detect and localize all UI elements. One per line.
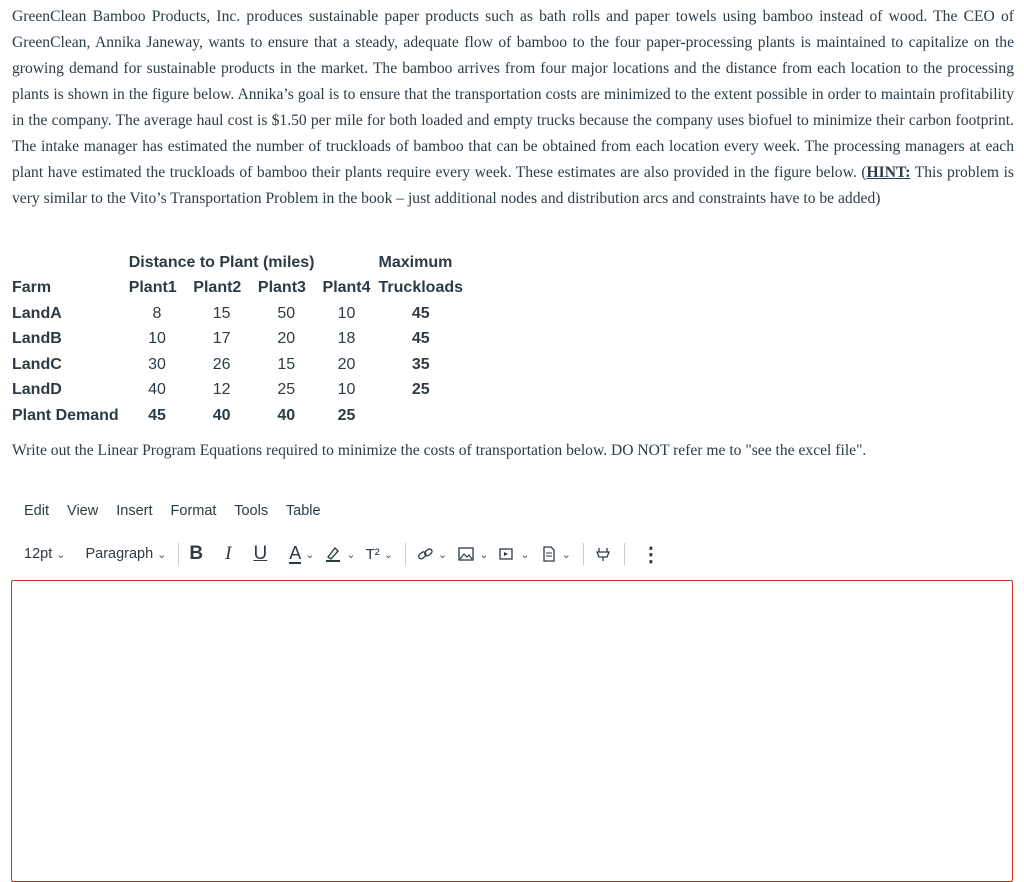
distance-cell: 20	[337, 355, 356, 373]
chevron-down-icon: ⌄	[520, 548, 530, 561]
image-button[interactable]	[457, 545, 488, 563]
table-row	[8, 327, 467, 353]
demand-label: Plant Demand	[12, 406, 119, 424]
chevron-down-icon: ⌄	[346, 548, 356, 561]
distance-cell: 10	[337, 381, 356, 399]
demand-cell: 45	[148, 406, 166, 424]
table-row	[8, 301, 467, 327]
toolbar-divider	[583, 543, 584, 565]
block-format-value: Paragraph	[85, 546, 154, 562]
toolbar-divider	[624, 543, 625, 565]
menu-format[interactable]: Format	[170, 503, 217, 519]
table-row	[8, 378, 467, 404]
font-size-dropdown[interactable]	[24, 546, 65, 562]
farm-header: Farm	[12, 279, 52, 297]
menu-table[interactable]: Table	[285, 503, 321, 519]
distance-cell: 8	[152, 304, 162, 322]
hint-label: HINT:	[866, 164, 911, 181]
distance-cell: 17	[212, 330, 231, 348]
toolbar-divider	[178, 543, 179, 565]
distance-cell: 30	[148, 355, 166, 373]
demand-cell: 40	[277, 406, 296, 424]
distance-cell: 10	[337, 304, 356, 322]
highlight-color-button[interactable]	[324, 545, 355, 563]
chevron-down-icon: ⌄	[157, 548, 167, 561]
distance-cell: 15	[277, 355, 296, 373]
farm-name: LandD	[12, 381, 62, 399]
rich-text-editor-area[interactable]	[11, 580, 1013, 882]
distance-cell: 18	[337, 330, 356, 348]
menu-view[interactable]: View	[67, 503, 99, 519]
menu-tools[interactable]: Tools	[234, 503, 269, 519]
max-truckloads: 35	[411, 355, 430, 373]
distance-cell: 26	[212, 355, 231, 373]
distance-cell: 20	[277, 330, 296, 348]
toolbar-divider	[405, 543, 406, 565]
font-size-value: 12pt	[24, 546, 53, 562]
menu-edit[interactable]: Edit	[24, 503, 49, 519]
editor-toolbar	[24, 540, 661, 568]
document-icon	[540, 545, 558, 563]
font-color-button[interactable]	[289, 544, 314, 564]
demand-cell: 25	[337, 406, 356, 424]
document-button[interactable]	[540, 545, 571, 563]
underline-button[interactable]: U	[253, 543, 268, 564]
max-truckloads: 45	[411, 304, 430, 322]
distance-cell: 12	[212, 381, 231, 399]
more-options-icon[interactable]: ⋮	[640, 543, 661, 566]
group-header: Distance to Plant (miles)	[128, 253, 315, 271]
superscript-button[interactable]	[366, 546, 393, 563]
max-header-bottom: Truckloads	[378, 279, 464, 297]
distance-cell: 10	[148, 330, 166, 348]
chevron-down-icon: ⌄	[383, 548, 394, 561]
max-header-top: Maximum	[378, 253, 453, 271]
farm-name: LandB	[12, 330, 62, 348]
demand-cell: 40	[212, 406, 231, 424]
menu-insert[interactable]: Insert	[116, 503, 153, 519]
editor-menubar	[24, 503, 335, 519]
demand-row	[8, 403, 467, 429]
link-button[interactable]	[416, 545, 447, 563]
link-icon	[416, 545, 434, 563]
plant-header: Plant3	[257, 279, 306, 297]
plant-header: Plant2	[193, 279, 242, 297]
farm-name: LandA	[12, 304, 62, 322]
bold-button[interactable]: B	[189, 543, 204, 564]
farm-name: LandC	[12, 355, 62, 373]
media-icon	[498, 545, 516, 563]
chevron-down-icon: ⌄	[305, 548, 315, 561]
distance-cell: 40	[148, 381, 166, 399]
plant-header: Plant4	[322, 279, 371, 297]
distance-cell: 15	[212, 304, 231, 322]
chevron-down-icon: ⌄	[56, 548, 66, 561]
chevron-down-icon: ⌄	[479, 548, 489, 561]
answer-prompt: Write out the Linear Program Equations required to minimize the costs of transportation below. DO NOT refer me to "see the excel file".	[12, 442, 867, 459]
max-truckloads: 25	[411, 381, 430, 399]
chevron-down-icon: ⌄	[438, 548, 448, 561]
table-row	[8, 352, 467, 378]
highlighter-icon	[324, 545, 342, 563]
superscript-icon: T²	[365, 545, 380, 563]
question-hint-text: This problem is very similar to the Vito’s Transportation Problem in the book – just additional nodes and distribution arcs and constraints have to be added)	[12, 164, 1014, 207]
plant-header: Plant1	[128, 279, 177, 297]
italic-button[interactable]: I	[225, 543, 232, 564]
max-truckloads: 45	[411, 330, 430, 348]
plug-icon	[594, 545, 612, 563]
image-icon	[457, 545, 475, 563]
question-body: GreenClean Bamboo Products, Inc. produces sustainable paper products such as bath rolls and paper towels using bamboo instead of wood. The CEO of GreenClean, Annika Janeway, wants to ensure that a steady, adequate flow of bamboo to the four paper-processing plants is maintained to capitalize on the growing demand for sustainable products in the market. The bamboo arrives from four major locations and the distance from each location to the processing plants is shown in the figure below. Annika’s goal is to ensure that the transportation costs are minimized to the extent possible in order to maintain profitability in the company. The average haul cost is $1.50 per mile for both loaded and empty trucks because the company uses biofuel to minimize their carbon footprint. The intake manager has estimated the number of truckloads of bamboo that can be obtained from each location every week. The processing managers at each plant have estimated the truckloads of bamboo their plants require every week. These estimates are also provided in the figure below. (	[12, 8, 1014, 181]
distance-table	[8, 250, 467, 429]
distance-cell: 50	[277, 304, 296, 322]
chevron-down-icon: ⌄	[561, 548, 571, 561]
block-format-dropdown[interactable]	[85, 546, 166, 562]
distance-cell: 25	[277, 381, 296, 399]
question-text	[12, 4, 1014, 212]
apps-button[interactable]	[594, 545, 612, 563]
font-color-icon: A	[289, 543, 302, 563]
media-button[interactable]	[498, 545, 529, 563]
